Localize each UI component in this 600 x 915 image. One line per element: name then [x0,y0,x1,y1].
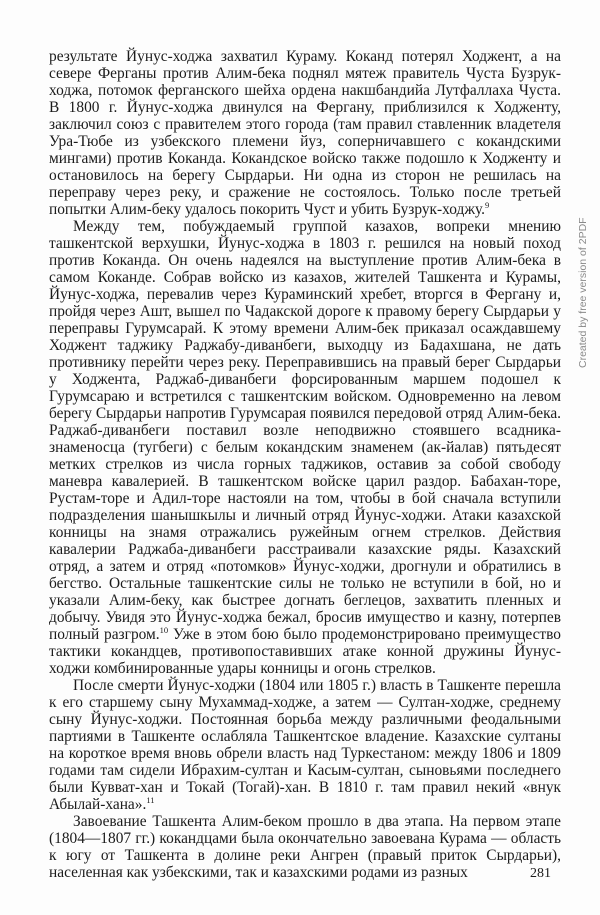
footnote-ref: 11 [146,794,155,805]
paragraph-text: Уже в этом бою было продемонстрировано преимущество тактики кокандцев, противопоставивших атаке конной дружины Йунус-ходжи комбинированные удары конницы и огонь стрелков. [49,626,561,677]
paragraph [49,218,561,677]
watermark-text: Created by free version of 2PDF [577,217,589,368]
paragraph-text: После смерти Йунус-ходжи (1804 или 1805 г.) власть в Ташкенте перешла к его старшему сыну Мухаммад-ходже, а затем — Султан-ходже, среднему сыну Йунус-ходжи. Постоянная борьба между различными феодальными партиями в Ташкенте ослабляла Ташкентское владение. Казахские султаны на короткое время вновь обрели власть над Туркестаном: между 1806 и 1809 годами там сидели Ибрахим-султан и Касым-султан, сыновьями последнего были Кувват-хан и Токай (Тогай)-хан. В 1810 г. там правил некий «внук Абылай-хана». [49,677,561,813]
paragraph [49,677,561,813]
footnote-ref: 10 [159,624,169,635]
paragraph-text: результате Йунус-ходжа захватил Кураму. Коканд потерял Ходжент, а на севере Ферганы против Алим-бека поднял мятеж правитель Чуста Бузрук-ходжа, потомок ферганского шейха ордена накшбандийа Лутфаллаха Чуста. В 1800 г. Йунус-ходжа двинулся на Фергану, приблизился к Ходженту, заключил союз с правителем этого города (там правил ставленник владетеля Ура-Тюбе из узбекского племени йуз, соперничавшего с кокандскими мингами) против Коканда. Кокандское войско также подошло к Ходженту и остановилось на берегу Сырдарьи. Ни одна из сторон не решилась на переправу через реку, и сражение не состоялось. Только после третьей попытки Алим-беку удалось покорить Чуст и убить Бузрук-ходжу. [49,48,561,218]
paragraph-text: Завоевание Ташкента Алим-беком прошло в два этапа. На первом этапе (1804—1807 гг.) кокандцами была окончательно завоевана Курама — область к югу от Ташкента в долине реки Ангрен (правый приток Сырдарьи), населенная как узбекскими, так и казахскими родами из разных [49,813,561,881]
watermark [577,208,591,368]
page-number: 281 [530,866,551,881]
body-text [49,48,561,881]
paragraph [49,48,561,218]
paragraph [49,813,561,881]
footnote-ref: 9 [484,199,490,210]
paragraph-text: Между тем, побуждаемый группой казахов, вопреки мнению ташкентской верхушки, Йунус-ходжа в 1803 г. решился на новый поход против Коканда. Он очень надеялся на выступление против Алим-бека в самом Коканде. Собрав войско из казахов, жителей Ташкента и Курамы, Йунус-ходжа, перевалив через Кураминский хребет, вторгся в Фергану и, пройдя через Ашт, вышел по Чадакской дороге к правому берегу Сырдарьи у переправы Гурумсарай. К этому времени Алим-бек приказал осаждавшему Ходжент таджику Раджабу-диванбеги, выходцу из Бадахшана, не дать противнику перейти через реку. Переправившись на правый берег Сырдарьи у Ходжента, Раджаб-диванбеги форсированным маршем подошел к Гурумсараю и встретился с ташкентским войском. Одновременно на левом берегу Сырдарьи напротив Гурумсарая появился передовой отряд Алим-бека. Раджаб-диванбеги поставил возле неподвижно стоявшего всадника-знаменосца (тугбеги) с белым кокандским знаменем (ак-йалав) пятьдесят метких стрелков из числа горных таджиков, оставив за собой свободу маневра кавалерией. В ташкентском войске царил раздор. Бабахан-торе, Рустам-торе и Адил-торе настояли на том, чтобы в бой сначала вступили подразделения шанышкылы и личный отряд Йунус-ходжи. Атаки казахской конницы на знамя отражались ружейным огнем стрелков. Действия кавалерии Раджаба-диванбеги расстраивали казахские ряды. Казахский отряд, а затем и отряд «потомков» Йунус-ходжи, дрогнули и обратились в бегство. Остальные ташкентские силы не только не вступили в бой, но и указали Алим-беку, как быстрее догнать беглецов, захватить пленных и добычу. Увидя это Йунус-ходжа бежал, бросив имущество и казну, потерпев полный разгром. [49,218,561,643]
